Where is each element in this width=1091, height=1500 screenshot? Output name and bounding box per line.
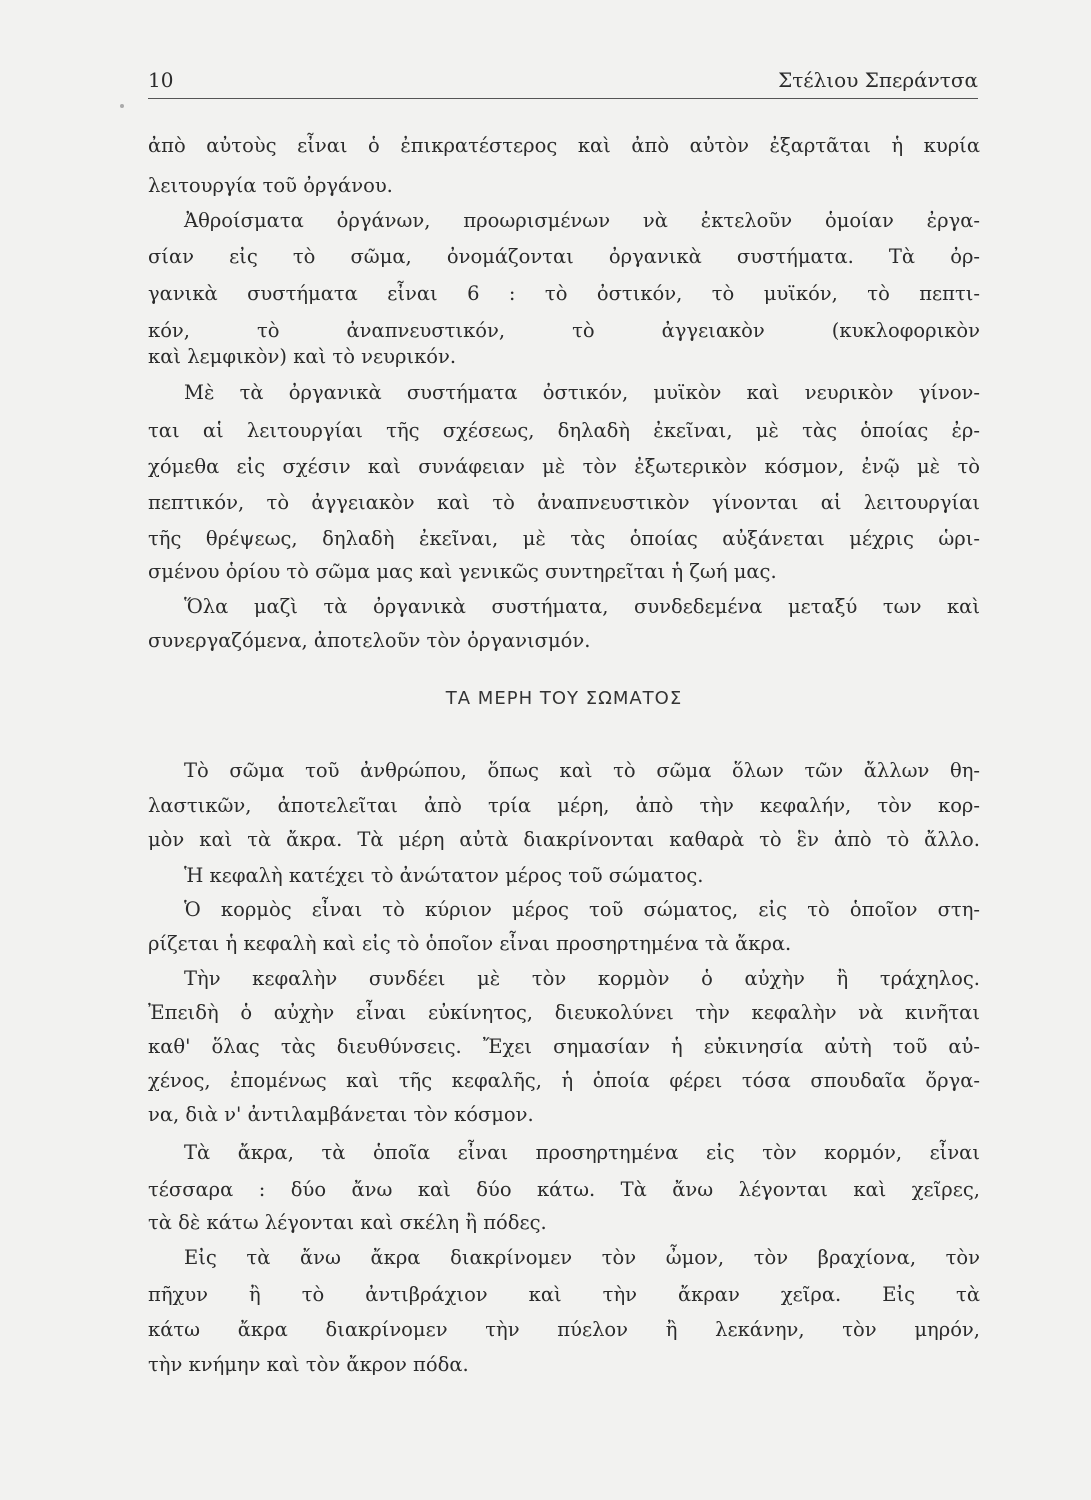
text-line: Ἐπειδὴ ὁ αὐχὴν εἶναι εὐκίνητος, διευκολύνει τὴν κεφαλὴν νὰ κινῆται: [148, 1001, 980, 1024]
text-line: πεπτικόν, τὸ ἀγγειακὸν καὶ τὸ ἀναπνευστικὸν γίνονται αἱ λειτουργίαι: [148, 491, 980, 514]
text-line: ρίζεται ἡ κεφαλὴ καὶ εἰς τὸ ὁποῖον εἶναι προσηρτημένα τὰ ἄκρα.: [148, 932, 792, 955]
text-line: χένος, ἐπομένως καὶ τῆς κεφαλῆς, ἡ ὁποία φέρει τόσα σπουδαῖα ὄργα-: [148, 1069, 980, 1092]
page-header: [148, 68, 978, 100]
text-line: σίαν εἰς τὸ σῶμα, ὀνομάζονται ὀργανικὰ συστήματα. Τὰ ὀρ-: [148, 245, 980, 268]
text-line: σμένου ὁρίου τὸ σῶμα μας καὶ γενικῶς συντηρεῖται ἡ ζωή μας.: [148, 560, 777, 583]
text-line: καθ' ὅλας τὰς διευθύνσεις. Ἔχει σημασίαν ἡ εὐκινησία αὐτὴ τοῦ αὐ-: [148, 1035, 980, 1058]
text-line: γανικὰ συστήματα εἶναι 6 : τὸ ὀστικόν, τὸ μυϊκόν, τὸ πεπτι-: [148, 282, 980, 305]
text-line: τὴν κνήμην καὶ τὸν ἄκρον πόδα.: [148, 1353, 469, 1376]
text-line: Ἀθροίσματα ὀργάνων, προωρισμένων νὰ ἐκτελοῦν ὁμοίαν ἐργα-: [184, 209, 980, 232]
running-head: Στέλιου Σπεράντσα: [778, 68, 978, 92]
text-line: Εἰς τὰ ἄνω ἄκρα διακρίνομεν τὸν ὦμον, τὸν βραχίονα, τὸν: [184, 1246, 980, 1269]
text-line: λαστικῶν, ἀποτελεῖται ἀπὸ τρία μέρη, ἀπὸ τὴν κεφαλήν, τὸν κορ-: [148, 794, 980, 817]
margin-speck: [120, 104, 124, 108]
text-line: Τὰ ἄκρα, τὰ ὁποῖα εἶναι προσηρτημένα εἰς τὸν κορμόν, εἶναι: [184, 1141, 980, 1164]
text-line: ἀπὸ αὐτοὺς εἶναι ὁ ἐπικρατέστερος καὶ ἀπὸ αὐτὸν ἐξαρτᾶται ἡ κυρία: [148, 134, 980, 157]
text-line: πῆχυν ἢ τὸ ἀντιβράχιον καὶ τὴν ἄκραν χεῖρα. Εἰς τὰ: [148, 1283, 980, 1306]
text-line: κόν, τὸ ἀναπνευστικόν, τὸ ἀγγειακὸν (κυκλοφορικὸν: [148, 319, 980, 342]
text-line: να, διὰ ν' ἀντιλαμβάνεται τὸν κόσμον.: [148, 1103, 534, 1126]
text-line: Ἡ κεφαλὴ κατέχει τὸ ἀνώτατον μέρος τοῦ σώματος.: [184, 864, 704, 887]
text-line: συνεργαζόμενα, ἀποτελοῦν τὸν ὀργανισμόν.: [148, 629, 591, 652]
text-line: Ὅλα μαζὶ τὰ ὀργανικὰ συστήματα, συνδεδεμένα μεταξύ των καὶ: [184, 595, 980, 618]
text-line: χόμεθα εἰς σχέσιν καὶ συνάφειαν μὲ τὸν ἐξωτερικὸν κόσμον, ἐνῷ μὲ τὸ: [148, 455, 980, 478]
text-line: Τὸ σῶμα τοῦ ἀνθρώπου, ὅπως καὶ τὸ σῶμα ὅλων τῶν ἄλλων θη-: [184, 759, 980, 782]
text-line: τέσσαρα : δύο ἄνω καὶ δύο κάτω. Τὰ ἄνω λέγονται καὶ χεῖρες,: [148, 1178, 980, 1201]
text-line: κάτω ἄκρα διακρίνομεν τὴν πύελον ἢ λεκάνην, τὸν μηρόν,: [148, 1318, 980, 1341]
text-line: Τὴν κεφαλὴν συνδέει μὲ τὸν κορμὸν ὁ αὐχὴν ἢ τράχηλος.: [184, 967, 980, 990]
text-line: καὶ λεμφικὸν) καὶ τὸ νευρικόν.: [148, 345, 457, 368]
text-line: λειτουργία τοῦ ὀργάνου.: [148, 174, 393, 197]
section-heading: ΤΑ ΜΕΡΗ ΤΟΥ ΣΩΜΑΤΟΣ: [445, 688, 683, 709]
text-line: ται αἱ λειτουργίαι τῆς σχέσεως, δηλαδὴ ἐκεῖναι, μὲ τὰς ὁποίας ἐρ-: [148, 419, 980, 442]
text-line: τῆς θρέψεως, δηλαδὴ ἐκεῖναι, μὲ τὰς ὁποίας αὐξάνεται μέχρις ὡρι-: [148, 527, 980, 550]
text-line: μὸν καὶ τὰ ἄκρα. Τὰ μέρη αὐτὰ διακρίνονται καθαρὰ τὸ ἓν ἀπὸ τὸ ἄλλο.: [148, 828, 980, 851]
header-rule: [148, 98, 978, 99]
text-line: Ὁ κορμὸς εἶναι τὸ κύριον μέρος τοῦ σώματος, εἰς τὸ ὁποῖον στη-: [184, 898, 980, 921]
text-line: Μὲ τὰ ὀργανικὰ συστήματα ὀστικόν, μυϊκὸν καὶ νευρικὸν γίνον-: [184, 381, 980, 404]
text-line: τὰ δὲ κάτω λέγονται καὶ σκέλη ἢ πόδες.: [148, 1211, 547, 1234]
page-number: 10: [148, 68, 174, 92]
